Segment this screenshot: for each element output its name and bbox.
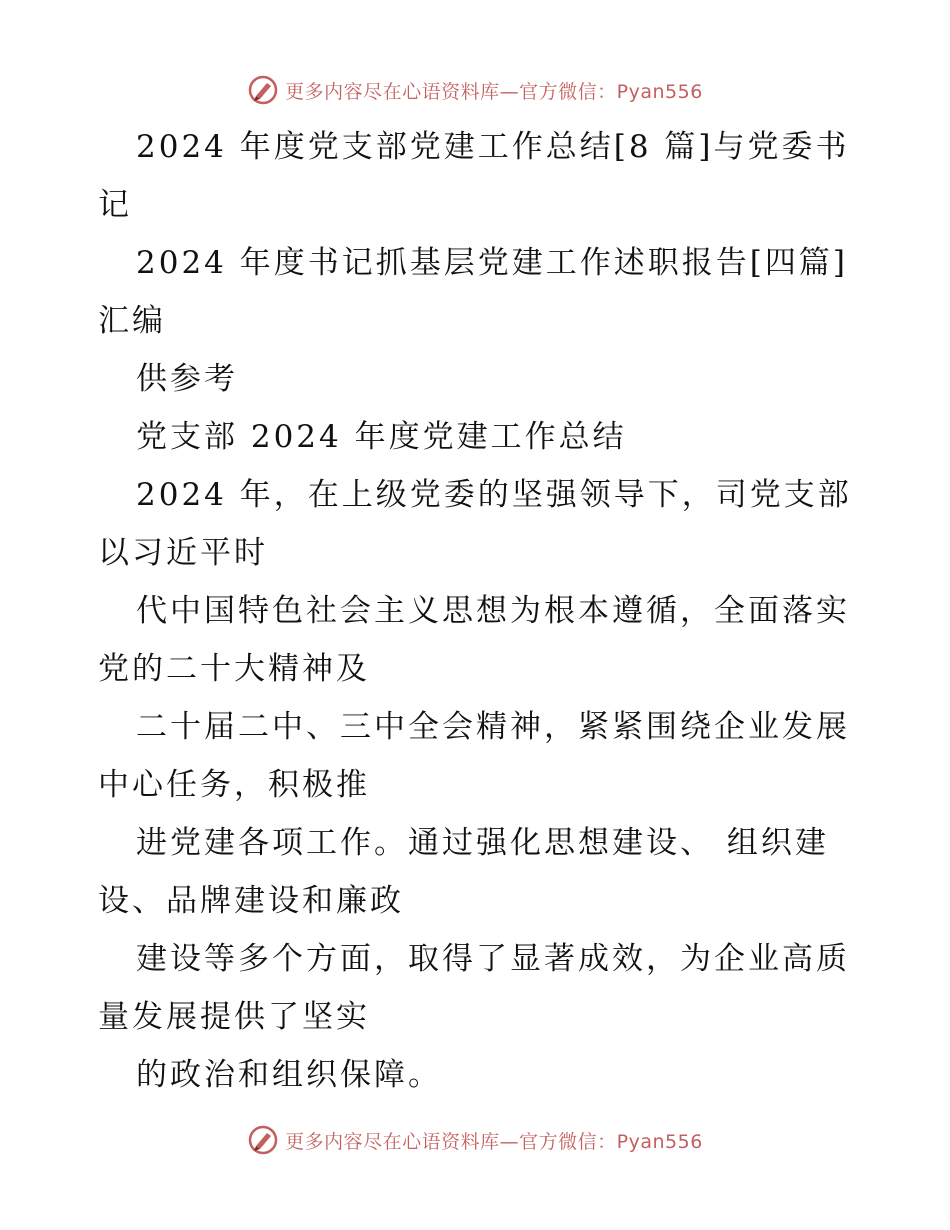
text-line: 2024 年度书记抓基层党建工作述职报告[四篇] <box>136 245 848 281</box>
text-line: 的政治和组织保障。 <box>136 1057 442 1093</box>
text-line: 供参考 <box>136 361 238 397</box>
text-line: 二十届二中、三中全会精神，紧紧围绕企业发展 <box>136 709 850 745</box>
header-watermark <box>0 70 950 110</box>
footer-watermark <box>0 1120 950 1160</box>
watermark-text: 更多内容尽在心语资料库—官方微信：Pyan556 <box>285 80 703 103</box>
text-line: 汇编 <box>98 303 166 339</box>
text-line: 2024 年，在上级党委的坚强领导下，司党支部 <box>136 477 852 513</box>
text-line: 代中国特色社会主义思想为根本遵循，全面落实 <box>136 593 850 629</box>
document-body <box>98 118 858 1104</box>
text-line: 进党建各项工作。通过强化思想建设、 组织建 <box>136 825 829 861</box>
pen-circle-logo-icon <box>247 1124 279 1156</box>
pen-circle-logo-icon <box>247 74 279 106</box>
text-line: 2024 年度党支部党建工作总结[8 篇]与党委书 <box>136 129 850 165</box>
text-line: 设、品牌建设和廉政 <box>98 883 404 919</box>
text-line: 中心任务，积极推 <box>98 767 370 803</box>
text-line: 记 <box>98 187 132 223</box>
text-line: 党支部 2024 年度党建工作总结 <box>136 419 627 455</box>
text-line: 党的二十大精神及 <box>98 651 370 687</box>
text-line: 量发展提供了坚实 <box>98 999 370 1035</box>
text-line: 建设等多个方面，取得了显著成效，为企业高质 <box>136 941 850 977</box>
watermark-text: 更多内容尽在心语资料库—官方微信：Pyan556 <box>285 1130 703 1153</box>
text-line: 以习近平时 <box>98 535 268 571</box>
